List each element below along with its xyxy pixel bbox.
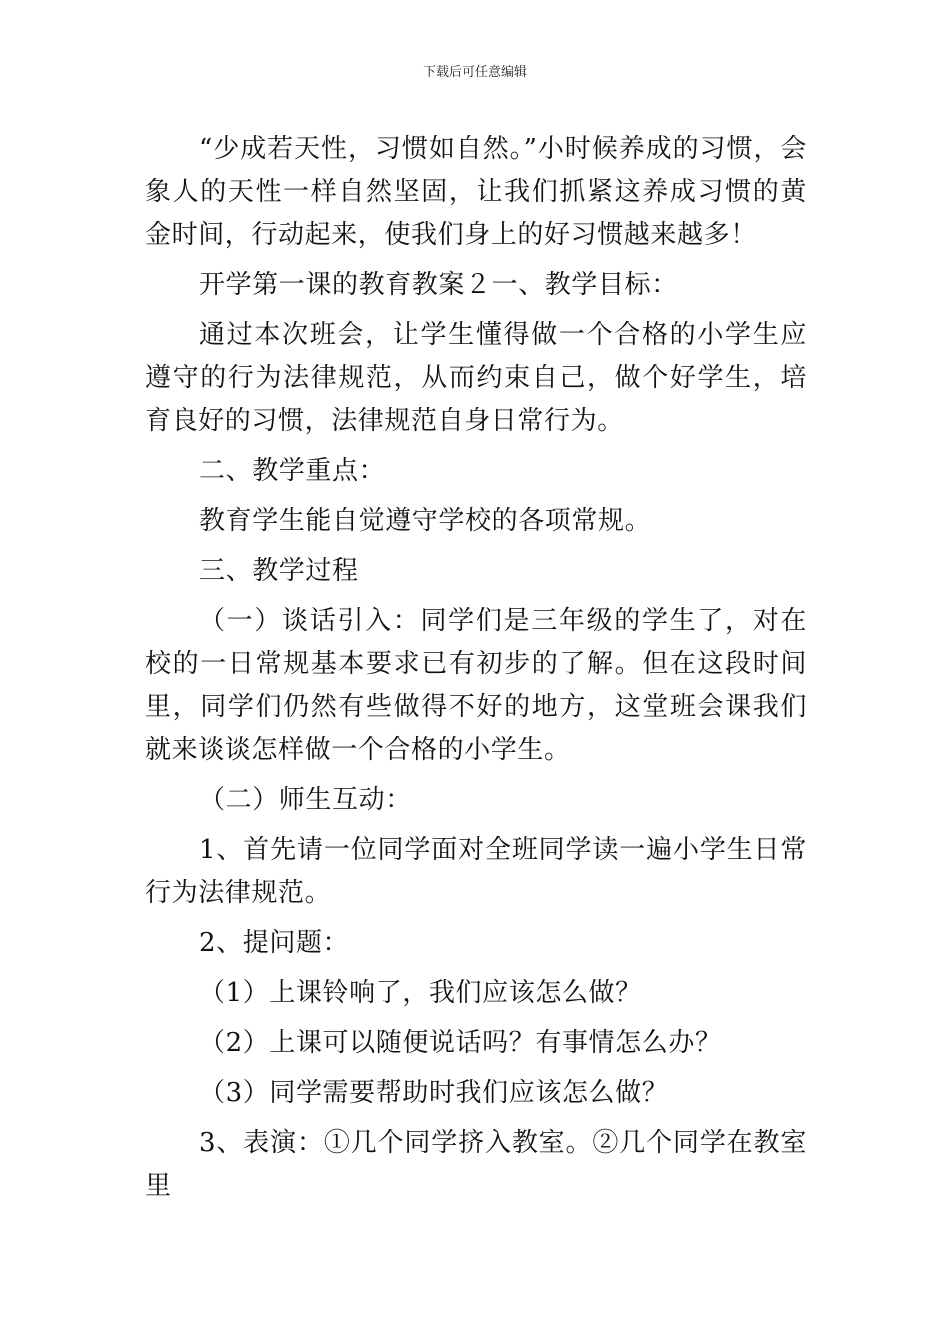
paragraph-introduction: （一）谈话引入：同学们是三年级的学生了，对在校的一日常规基本要求已有初步的了解。但在这段时间里，同学们仍然有些做得不好的地方，这堂班会课我们就来谈谈怎样做一个合格的小学生。	[145, 606, 807, 765]
paragraph-question-3: （3）同学需要帮助时我们应该怎么做？	[199, 1078, 669, 1108]
paragraph-step-1: 1、首先请一位同学面对全班同学读一遍小学生日常行为法律规范。	[145, 835, 807, 908]
paragraph-step-2: 2、提问题：	[199, 928, 350, 958]
paragraph-habit-quote: “少成若天性，习惯如自然。”小时候养成的习惯，会象人的天性一样自然坚固，让我们抓紧这养成习惯的黄金时间，行动起来，使我们身上的好习惯越来越多！	[145, 134, 808, 250]
paragraph-key-points: 教育学生能自觉遵守学校的各项常规。	[199, 506, 652, 536]
paragraph-lesson-title: 开学第一课的教育教案２一、教学目标：	[199, 270, 678, 300]
paragraph-process-heading: 三、教学过程	[199, 556, 359, 586]
paragraph-question-1: （1）上课铃响了，我们应该怎么做？	[199, 978, 642, 1008]
document-body	[145, 128, 807, 1208]
paragraph-question-2: （2）上课可以随便说话吗？有事情怎么办？	[199, 1028, 722, 1058]
paragraph-interaction-heading: （二）师生互动：	[199, 785, 412, 815]
paragraph-step-3: 3、表演：①几个同学挤入教室。②几个同学在教室里	[145, 1128, 807, 1201]
paragraph-objective: 通过本次班会，让学生懂得做一个合格的小学生应遵守的行为法律规范，从而约束自己，做个好学生，培育良好的习惯，法律规范自身日常行为。	[145, 320, 807, 436]
paragraph-key-points-heading: 二、教学重点：	[199, 456, 386, 486]
page-header: 下载后可任意编辑	[422, 65, 527, 80]
